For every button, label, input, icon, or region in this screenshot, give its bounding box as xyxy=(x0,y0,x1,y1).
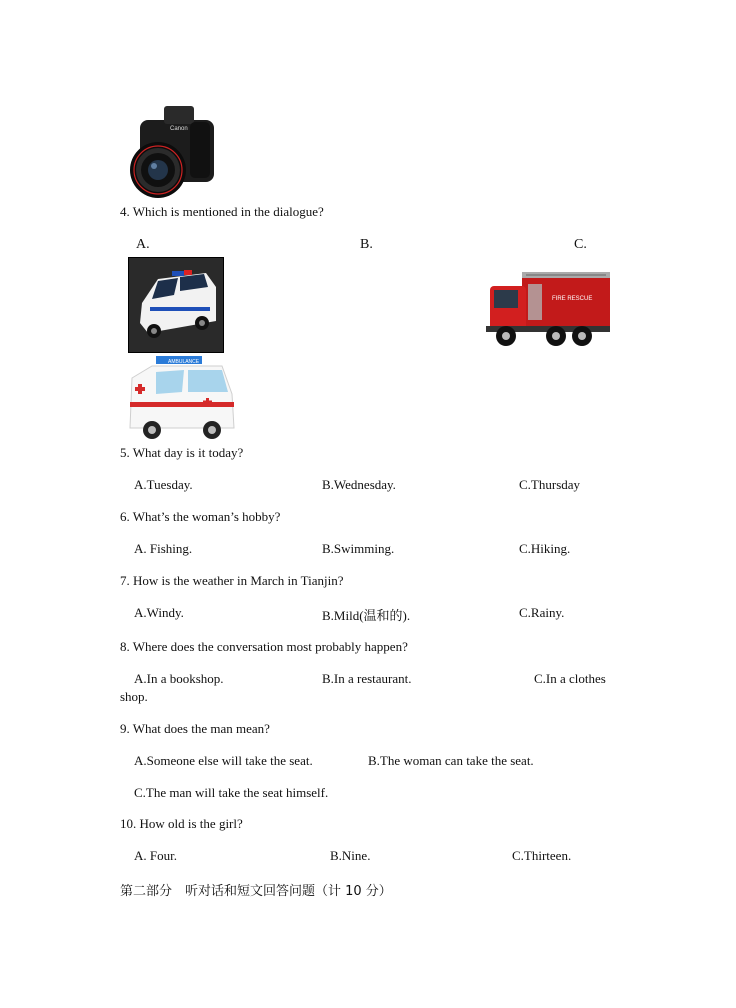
q7-option-b: B.Mild(温和的). xyxy=(322,608,411,623)
camera-brand-text: Canon xyxy=(170,126,188,132)
q9-option-a: A.Someone else will take the seat. xyxy=(134,753,313,768)
q5-option-c: C.Thursday xyxy=(519,477,581,492)
q8-question: 8. Where does the conversation most probably happen? xyxy=(120,639,408,654)
q6-question: 6. What’s the woman’s hobby? xyxy=(120,509,281,524)
q10-option-b: B.Nine. xyxy=(330,848,371,863)
q5-question: 5. What day is it today? xyxy=(120,445,244,460)
q8-option-b: B.In a restaurant. xyxy=(322,671,412,686)
police-van-image xyxy=(128,257,224,353)
q9-option-c: C.The man will take the seat himself. xyxy=(134,785,329,800)
q7-option-a: A.Windy. xyxy=(134,605,184,620)
q5-option-a: A.Tuesday. xyxy=(134,477,193,492)
q6-option-b: B.Swimming. xyxy=(322,541,395,556)
q8-option-c: C.In a clothes xyxy=(534,671,606,686)
section-title: 第二部分 听对话和短文回答问题（计 10 分） xyxy=(120,884,392,899)
q7-question: 7. How is the weather in March in Tianjin? xyxy=(120,573,344,588)
fire-truck-label: FIRE RESCUE xyxy=(552,296,593,302)
q6-option-c: C.Hiking. xyxy=(519,541,571,556)
ambulance-label: AMBULANCE xyxy=(168,359,200,365)
ambulance-image xyxy=(126,356,236,442)
q8-option-a: A.In a bookshop. xyxy=(134,671,224,686)
q9-question: 9. What does the man mean? xyxy=(120,721,270,736)
q8-option-c-continued: shop. xyxy=(120,689,148,704)
q4-question: 4. Which is mentioned in the dialogue? xyxy=(120,204,324,219)
q9-option-b: B.The woman can take the seat. xyxy=(368,753,534,768)
q10-option-a: A. Four. xyxy=(134,848,177,863)
q4-option-c: C. xyxy=(574,237,587,252)
q6-option-a: A. Fishing. xyxy=(134,541,193,556)
q5-option-b: B.Wednesday. xyxy=(322,477,396,492)
q10-option-c: C.Thirteen. xyxy=(512,848,572,863)
q4-option-a: A. xyxy=(136,237,150,252)
q4-option-b: B. xyxy=(360,237,373,252)
fire-truck-image xyxy=(486,268,612,350)
camera-image xyxy=(126,100,218,200)
q10-question: 10. How old is the girl? xyxy=(120,816,243,831)
q7-option-c: C.Rainy. xyxy=(519,605,565,620)
